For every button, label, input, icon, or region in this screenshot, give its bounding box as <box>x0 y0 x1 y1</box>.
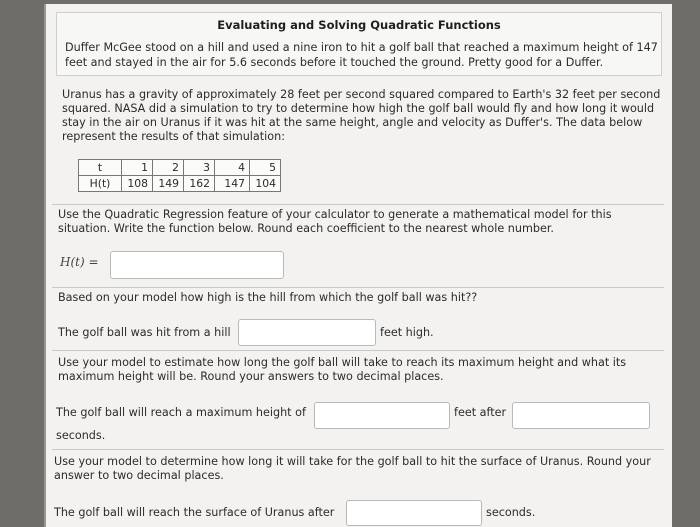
divider <box>52 287 664 288</box>
max-height-input[interactable] <box>314 402 450 429</box>
table-cell: 104 <box>250 176 281 192</box>
table-header-h: H(t) <box>79 176 122 192</box>
intro-panel <box>56 12 662 76</box>
table-cell: 5 <box>250 160 281 176</box>
q1-line-1: Use the Quadratic Regression feature of your calculator to generate a mathematical model for this <box>58 208 612 221</box>
q3-label-after: seconds. <box>56 429 106 442</box>
q2-label-after: feet high. <box>380 326 434 339</box>
table-header-t: t <box>79 160 122 176</box>
table-cell: 3 <box>184 160 215 176</box>
max-time-input[interactable] <box>512 402 650 429</box>
intro-line-2: feet and stayed in the air for 5.6 seconds before it touched the ground. Pretty good for a Duffer. <box>65 56 604 69</box>
uranus-line-1: Uranus has a gravity of approximately 28 feet per second squared compared to Earth's 32 feet per second <box>62 88 661 101</box>
hill-height-input[interactable] <box>238 319 376 346</box>
table-cell: 108 <box>122 176 153 192</box>
uranus-line-2: squared. NASA did a simulation to try to determine how high the golf ball would fly and how long it would <box>62 102 655 115</box>
page-title: Evaluating and Solving Quadratic Functions <box>217 18 501 32</box>
function-label: H(t) = <box>60 255 99 269</box>
divider <box>52 204 664 205</box>
q3-line-1: Use your model to estimate how long the golf ball will take to reach its maximum height and what its <box>58 356 627 369</box>
q3-label-middle: feet after <box>454 406 507 419</box>
q2-prompt: Based on your model how high is the hill from which the golf ball was hit?? <box>58 291 478 304</box>
table-row-t <box>79 160 281 176</box>
q4-line-1: Use your model to determine how long it will take for the golf ball to hit the surface of Uranus. Round your <box>54 455 651 468</box>
q1-line-2: situation. Write the function below. Round each coefficient to the nearest whole number. <box>58 222 554 235</box>
table-row-h <box>79 176 281 192</box>
intro-line-1: Duffer McGee stood on a hill and used a nine iron to hit a golf ball that reached a maximum height of 147 <box>65 41 658 54</box>
q4-line-2: answer to two decimal places. <box>54 469 224 482</box>
surface-time-input[interactable] <box>346 500 482 526</box>
divider <box>52 350 664 351</box>
q2-label-before: The golf ball was hit from a hill <box>58 326 231 339</box>
function-input[interactable] <box>110 251 284 279</box>
q4-label-before: The golf ball will reach the surface of Uranus after <box>54 506 335 519</box>
uranus-line-3: stay in the air on Uranus if it was hit at the same height, angle and velocity as Duffer's. The data below <box>62 116 643 129</box>
divider <box>52 449 664 450</box>
table-cell: 149 <box>153 176 184 192</box>
table-cell: 4 <box>215 160 250 176</box>
uranus-line-4: represent the results of that simulation: <box>62 130 285 143</box>
data-table <box>78 159 281 192</box>
table-cell: 162 <box>184 176 215 192</box>
q3-label-before: The golf ball will reach a maximum height of <box>56 406 306 419</box>
q4-label-after: seconds. <box>486 506 536 519</box>
worksheet <box>44 4 672 527</box>
table-cell: 2 <box>153 160 184 176</box>
q3-line-2: maximum height will be. Round your answers to two decimal places. <box>58 370 444 383</box>
table-cell: 1 <box>122 160 153 176</box>
table-cell: 147 <box>215 176 250 192</box>
